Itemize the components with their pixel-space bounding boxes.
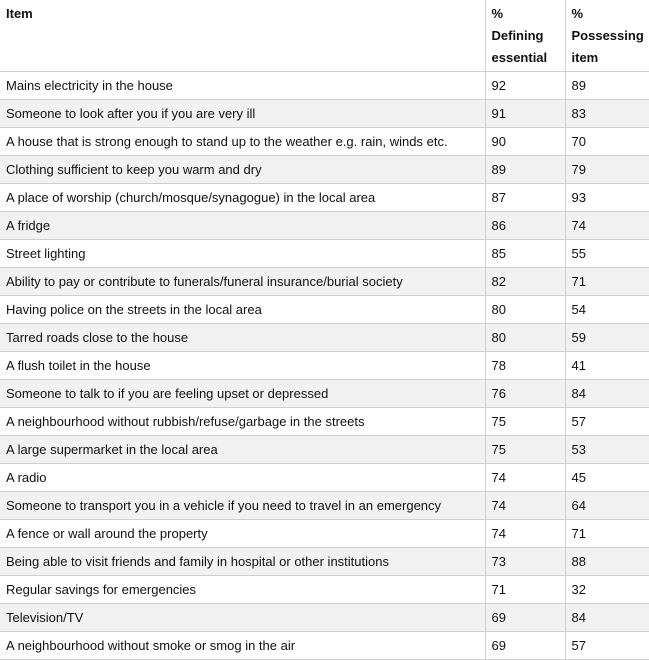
item-cell: A fridge xyxy=(0,212,485,240)
table-row xyxy=(0,408,649,436)
table-row xyxy=(0,548,649,576)
item-cell: A radio xyxy=(0,464,485,492)
table-row xyxy=(0,240,649,268)
table-row xyxy=(0,212,649,240)
item-cell: A fence or wall around the property xyxy=(0,520,485,548)
table-header xyxy=(0,0,649,72)
table-body xyxy=(0,72,649,660)
defining-cell: 71 xyxy=(485,576,565,604)
table-row xyxy=(0,100,649,128)
table-row xyxy=(0,632,649,660)
defining-cell: 75 xyxy=(485,436,565,464)
item-cell: Street lighting xyxy=(0,240,485,268)
item-cell: Someone to transport you in a vehicle if you need to travel in an emergency xyxy=(0,492,485,520)
possessing-cell: 59 xyxy=(565,324,649,352)
defining-cell: 80 xyxy=(485,324,565,352)
header-row xyxy=(0,0,649,72)
defining-cell: 82 xyxy=(485,268,565,296)
item-cell: Regular savings for emergencies xyxy=(0,576,485,604)
defining-cell: 69 xyxy=(485,632,565,660)
possessing-cell: 71 xyxy=(565,268,649,296)
header-possessing-item: % Possessing item xyxy=(565,0,649,72)
table-row xyxy=(0,604,649,632)
possessing-cell: 57 xyxy=(565,408,649,436)
table-row xyxy=(0,576,649,604)
table-row xyxy=(0,492,649,520)
possessing-cell: 74 xyxy=(565,212,649,240)
item-cell: Having police on the streets in the local area xyxy=(0,296,485,324)
item-cell: A flush toilet in the house xyxy=(0,352,485,380)
table-row xyxy=(0,464,649,492)
item-cell: Someone to talk to if you are feeling upset or depressed xyxy=(0,380,485,408)
item-cell: A large supermarket in the local area xyxy=(0,436,485,464)
possessing-cell: 88 xyxy=(565,548,649,576)
item-cell: A house that is strong enough to stand up to the weather e.g. rain, winds etc. xyxy=(0,128,485,156)
defining-cell: 85 xyxy=(485,240,565,268)
table-row xyxy=(0,380,649,408)
table-row xyxy=(0,268,649,296)
defining-cell: 78 xyxy=(485,352,565,380)
item-cell: Clothing sufficient to keep you warm and dry xyxy=(0,156,485,184)
item-cell: Mains electricity in the house xyxy=(0,72,485,100)
table-row xyxy=(0,72,649,100)
defining-cell: 69 xyxy=(485,604,565,632)
possessing-cell: 41 xyxy=(565,352,649,380)
possessing-cell: 79 xyxy=(565,156,649,184)
item-cell: Being able to visit friends and family in hospital or other institutions xyxy=(0,548,485,576)
table-row xyxy=(0,436,649,464)
item-cell: A neighbourhood without rubbish/refuse/garbage in the streets xyxy=(0,408,485,436)
possessing-cell: 32 xyxy=(565,576,649,604)
item-cell: Ability to pay or contribute to funerals/funeral insurance/burial society xyxy=(0,268,485,296)
header-defining-essential: % Defining essential xyxy=(485,0,565,72)
possessing-cell: 83 xyxy=(565,100,649,128)
table-row xyxy=(0,296,649,324)
defining-cell: 80 xyxy=(485,296,565,324)
defining-cell: 87 xyxy=(485,184,565,212)
defining-cell: 73 xyxy=(485,548,565,576)
table-row xyxy=(0,184,649,212)
defining-cell: 75 xyxy=(485,408,565,436)
defining-cell: 92 xyxy=(485,72,565,100)
item-cell: A place of worship (church/mosque/synagogue) in the local area xyxy=(0,184,485,212)
header-item: Item xyxy=(0,0,485,72)
possessing-cell: 55 xyxy=(565,240,649,268)
possessing-cell: 53 xyxy=(565,436,649,464)
table-row xyxy=(0,520,649,548)
defining-cell: 89 xyxy=(485,156,565,184)
item-cell: Television/TV xyxy=(0,604,485,632)
defining-cell: 74 xyxy=(485,492,565,520)
defining-cell: 90 xyxy=(485,128,565,156)
possessing-cell: 84 xyxy=(565,604,649,632)
table-row xyxy=(0,352,649,380)
possessing-cell: 89 xyxy=(565,72,649,100)
possessing-cell: 70 xyxy=(565,128,649,156)
table-row xyxy=(0,128,649,156)
defining-cell: 86 xyxy=(485,212,565,240)
item-cell: Tarred roads close to the house xyxy=(0,324,485,352)
item-cell: A neighbourhood without smoke or smog in the air xyxy=(0,632,485,660)
possessing-cell: 93 xyxy=(565,184,649,212)
possessing-cell: 84 xyxy=(565,380,649,408)
defining-cell: 74 xyxy=(485,520,565,548)
possessing-cell: 71 xyxy=(565,520,649,548)
defining-cell: 91 xyxy=(485,100,565,128)
possessing-cell: 45 xyxy=(565,464,649,492)
possessing-cell: 64 xyxy=(565,492,649,520)
defining-cell: 74 xyxy=(485,464,565,492)
defining-cell: 76 xyxy=(485,380,565,408)
table-row xyxy=(0,156,649,184)
table-row xyxy=(0,324,649,352)
item-cell: Someone to look after you if you are very ill xyxy=(0,100,485,128)
possessing-cell: 54 xyxy=(565,296,649,324)
possessing-cell: 57 xyxy=(565,632,649,660)
